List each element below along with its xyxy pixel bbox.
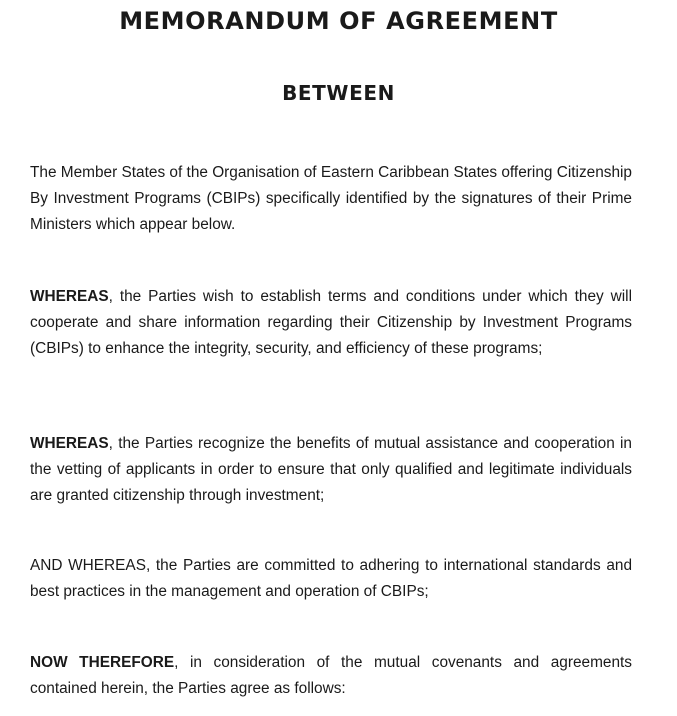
paragraph-lead: WHEREAS	[30, 288, 109, 305]
document-title: MEMORANDUM OF AGREEMENT	[119, 7, 558, 35]
paragraph-text: , the Parties wish to establish terms and conditions under which they will cooperate and share information regarding their Citizenship by Investment Programs (CBIPs) to enhance the integrity, security, and efficiency of these programs;	[30, 288, 632, 357]
paragraph-text: The Member States of the Organisation of Eastern Caribbean States offering Citizenship By Investment Programs (CBIPs) specifically identified by the signatures of their Prime Ministers which appear below.	[30, 164, 632, 233]
preamble-paragraph	[30, 160, 632, 238]
paragraph-text: , the Parties recognize the benefits of mutual assistance and cooperation in the vetting of applicants in order to ensure that only qualified and legitimate individuals are granted citizenship through investment;	[30, 435, 632, 504]
whereas-paragraph-2	[30, 431, 632, 509]
and-whereas-paragraph	[30, 553, 632, 605]
paragraph-text: AND WHEREAS, the Parties are committed to adhering to international standards and best practices in the management and operation of CBIPs;	[30, 557, 632, 600]
now-therefore-paragraph	[30, 650, 632, 702]
paragraph-lead: WHEREAS	[30, 435, 109, 452]
paragraph-text: , in consideration of the mutual covenants and agreements contained herein, the Parties agree as follows:	[30, 654, 632, 697]
paragraph-lead: NOW THEREFORE	[30, 654, 175, 671]
whereas-paragraph-1	[30, 284, 632, 362]
document-subtitle: BETWEEN	[282, 81, 395, 105]
